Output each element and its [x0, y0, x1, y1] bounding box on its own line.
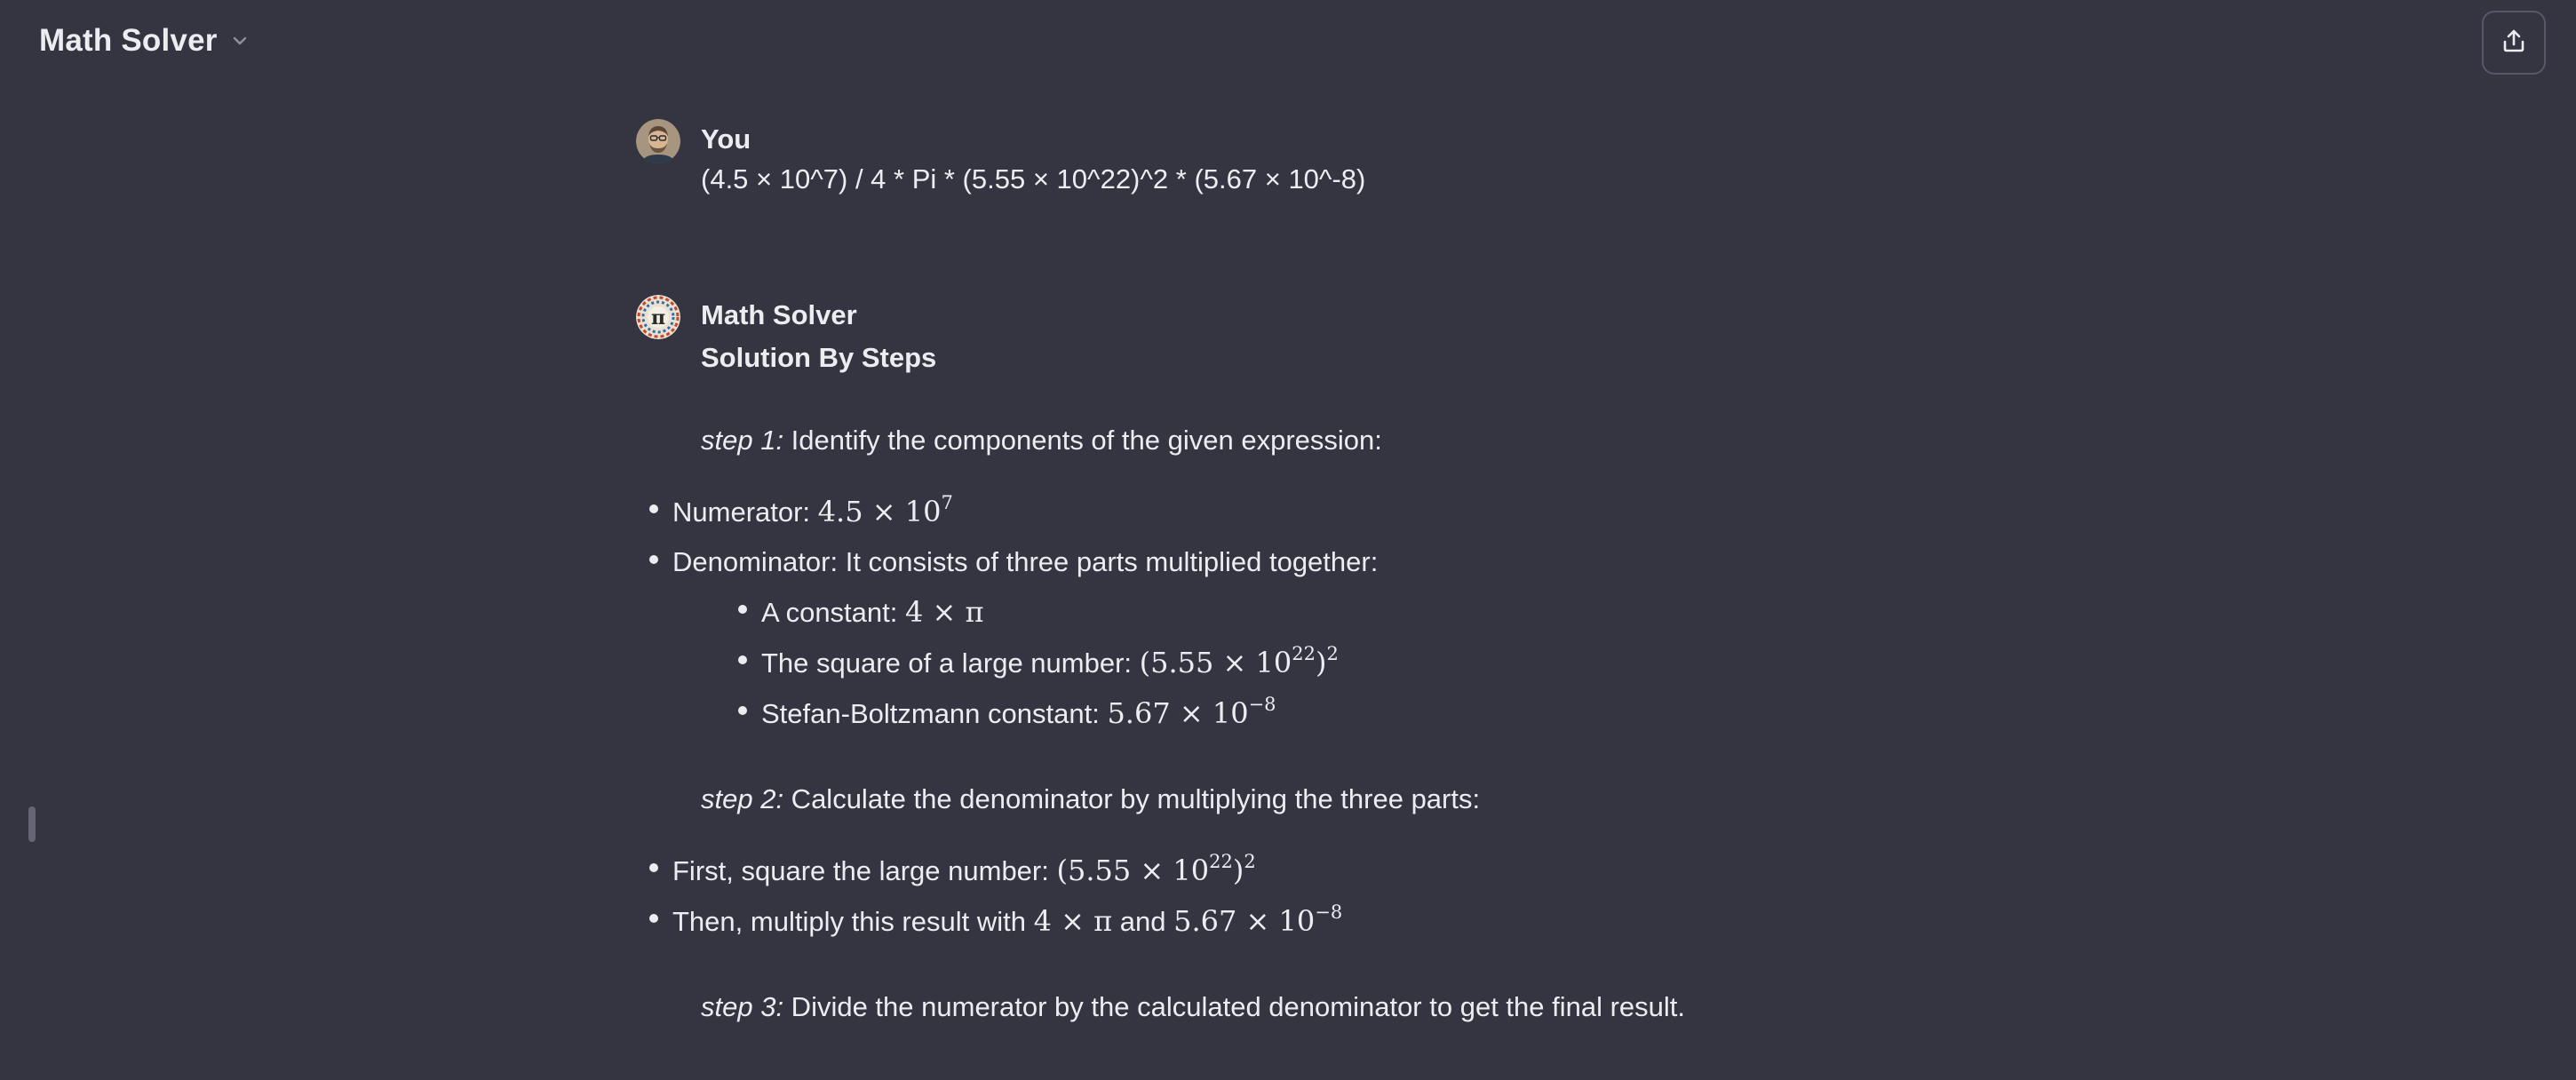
then-and: and — [1112, 906, 1174, 937]
step-1-label: step 1: — [701, 425, 784, 456]
numerator-math-base: 4.5 × 10 — [817, 495, 942, 528]
step-1-list — [648, 487, 1826, 739]
model-selector[interactable] — [39, 23, 250, 59]
square-math-base: (5.55 × 10 — [1139, 646, 1292, 679]
svg-text:π: π — [650, 306, 666, 330]
list-item-square — [736, 638, 1826, 688]
constant-label: A constant: — [761, 597, 905, 628]
step-2 — [701, 780, 1880, 819]
square-math-exp2: 2 — [1326, 643, 1339, 664]
share-button[interactable] — [2482, 11, 2546, 75]
sidebar-toggle-handle[interactable] — [28, 806, 36, 842]
first-math-exp: 22 — [1209, 851, 1233, 872]
step-2-label: step 2: — [701, 783, 784, 814]
top-bar — [0, 0, 2576, 89]
user-message — [636, 119, 1880, 199]
step-3-label: step 3: — [701, 991, 784, 1022]
sb-math-base: 5.67 × 10 — [1107, 696, 1249, 730]
denominator-sublist — [672, 587, 1826, 739]
step-2-list — [648, 846, 1826, 947]
then-math-1: 4 × π — [1033, 904, 1113, 938]
list-item-constant — [736, 587, 1826, 638]
then-math-2-base: 5.67 × 10 — [1173, 904, 1316, 938]
list-item-first — [648, 846, 1826, 896]
sb-math-exp: −8 — [1248, 694, 1276, 715]
user-message-text: (4.5 × 10^7) / 4 * Pi * (5.55 × 10^22)^2 * (5.67 × 10^-8) — [701, 163, 1366, 195]
list-item-stefan-boltzmann — [736, 688, 1826, 739]
user-author-name: You — [701, 123, 751, 155]
denominator-label: Denominator: It consists of three parts multiplied together: — [672, 546, 1379, 577]
model-title: Math Solver — [39, 23, 218, 58]
first-math-base: (5.55 × 10 — [1056, 854, 1210, 887]
math-solver-avatar — [636, 295, 680, 339]
square-math — [1139, 643, 1339, 679]
assistant-message — [636, 295, 1880, 1027]
then-math-2-exp: −8 — [1315, 901, 1343, 923]
numerator-math — [817, 492, 953, 528]
numerator-label: Numerator: — [672, 496, 818, 528]
conversation-thread — [636, 117, 1880, 1027]
sb-label: Stefan-Boltzmann constant: — [761, 698, 1108, 729]
then-math-2 — [1173, 901, 1343, 938]
list-item-denominator — [648, 537, 1826, 739]
first-math — [1056, 851, 1256, 887]
assistant-author-name: Math Solver — [701, 299, 857, 330]
step-1-text: Identify the components of the given expression: — [783, 425, 1382, 456]
square-label: The square of a large number: — [761, 647, 1140, 679]
step-3-text: Divide the numerator by the calculated denominator to get the final result. — [783, 991, 1686, 1022]
list-item-numerator — [648, 487, 1826, 537]
first-math-exp2: 2 — [1244, 851, 1256, 872]
first-label: First, square the large number: — [672, 855, 1057, 886]
step-3 — [701, 988, 1880, 1027]
list-item-then — [648, 896, 1826, 947]
numerator-math-exp: 7 — [941, 492, 953, 513]
square-math-exp: 22 — [1292, 643, 1316, 664]
share-icon — [2500, 28, 2527, 59]
chevron-down-icon — [230, 31, 250, 51]
first-math-close: ) — [1232, 854, 1244, 887]
then-label: Then, multiply this result with — [672, 906, 1034, 937]
solution-title: Solution By Steps — [701, 342, 937, 373]
user-avatar — [636, 119, 680, 163]
step-2-text: Calculate the denominator by multiplying the three parts: — [783, 783, 1481, 814]
step-1 — [701, 421, 1880, 460]
constant-math: 4 × π — [905, 595, 984, 629]
sb-math — [1107, 696, 1276, 730]
square-math-close: ) — [1315, 646, 1327, 679]
